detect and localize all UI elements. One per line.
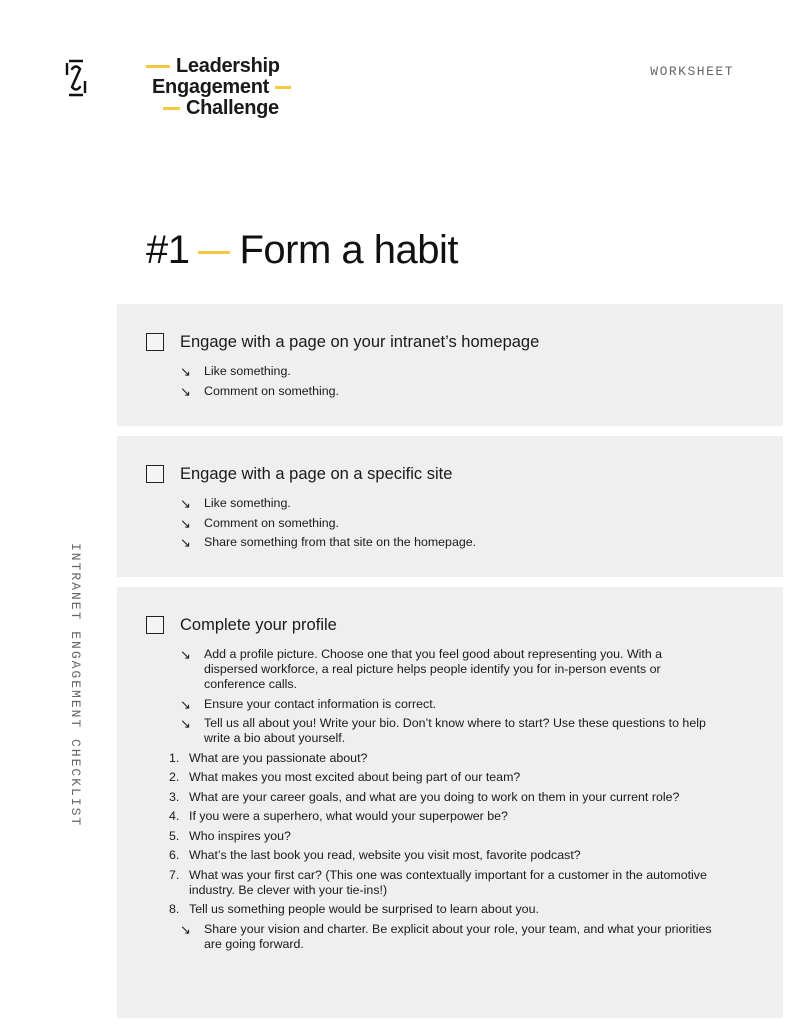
side-label: INTRANET ENGAGEMENT CHECKLIST xyxy=(68,543,83,828)
list-item: ↘ Comment on something. xyxy=(180,515,339,531)
question-item: 5. Who inspires you? xyxy=(169,828,291,843)
accent-dash xyxy=(163,107,180,110)
card-title: Complete your profile xyxy=(180,615,337,634)
question-item: 2. What makes you most excited about being part of our team? xyxy=(169,770,521,784)
accent-dash xyxy=(275,86,291,89)
section-number: #1 xyxy=(146,228,190,272)
arrow-icon: ↘ xyxy=(180,364,191,379)
question-item: 8. Tell us something people would be surprised to learn about you. xyxy=(169,902,539,916)
question-item: 6. What’s the last book you read, website you visit most, favorite podcast? xyxy=(169,848,581,862)
arrow-icon: ↘ xyxy=(180,647,191,662)
arrow-icon: ↘ xyxy=(180,921,191,937)
arrow-icon: ↘ xyxy=(180,535,191,550)
accent-dash xyxy=(146,65,170,68)
task-checkbox[interactable] xyxy=(146,465,164,483)
checklist-card xyxy=(117,436,783,577)
list-item: ↘ Share something from that site on the homepage. xyxy=(180,535,477,550)
card-title: Engage with a page on a specific site xyxy=(180,464,453,483)
brand-line-1: Leadership xyxy=(176,55,280,77)
question-item: 1. What are you passionate about? xyxy=(169,750,368,765)
arrow-icon: ↘ xyxy=(180,716,191,731)
bio-questions-list xyxy=(146,751,753,918)
task-checkbox[interactable] xyxy=(146,333,164,351)
brand-line-2: Engagement xyxy=(152,76,270,98)
company-logo xyxy=(64,58,88,98)
task-checkbox[interactable] xyxy=(146,616,164,634)
document-type-label: WORKSHEET xyxy=(650,64,734,79)
list-item: ↘ Ensure your contact information is correct. xyxy=(180,696,437,712)
list-item: ↘ Add a profile picture. Choose one that you feel good about representing you. With a dispersed workforce, a real picture helps people identify you for in-person events or conference calls. xyxy=(180,647,663,691)
list-item: ↘ Share your vision and charter. Be explicit about your role, your team, and what your priorities are going forward. xyxy=(180,921,712,951)
checklist-card xyxy=(117,587,783,1018)
question-item: 3. What are your career goals, and what are you doing to work on them in your current role? xyxy=(169,789,680,804)
arrow-icon: ↘ xyxy=(180,696,191,712)
arrow-icon: ↘ xyxy=(180,383,191,399)
section-title: Form a habit xyxy=(239,228,459,272)
card-title: Engage with a page on your intranet’s homepage xyxy=(180,332,540,351)
arrow-icon: ↘ xyxy=(180,515,191,531)
list-item: ↘ Like something. xyxy=(180,364,291,379)
list-item: ↘ Like something. xyxy=(180,496,291,511)
question-item: 4. If you were a superhero, what would your superpower be? xyxy=(169,809,508,823)
accent-dash xyxy=(198,251,230,254)
list-item: ↘ Tell us all about you! Write your bio. Don’t know where to start? Use these questions to help write a bio about yourself. xyxy=(180,716,706,745)
section-heading xyxy=(146,228,458,273)
checklist-card xyxy=(117,304,783,426)
question-item: 7. What was your first car? (This one was contextually important for a customer in the automotive industry. Be clever with your tie-ins!) xyxy=(169,867,707,897)
list-item: ↘ Comment on something. xyxy=(180,383,339,399)
brand-line-3: Challenge xyxy=(186,97,279,119)
brand-wordmark xyxy=(146,56,296,119)
arrow-icon: ↘ xyxy=(180,496,191,511)
